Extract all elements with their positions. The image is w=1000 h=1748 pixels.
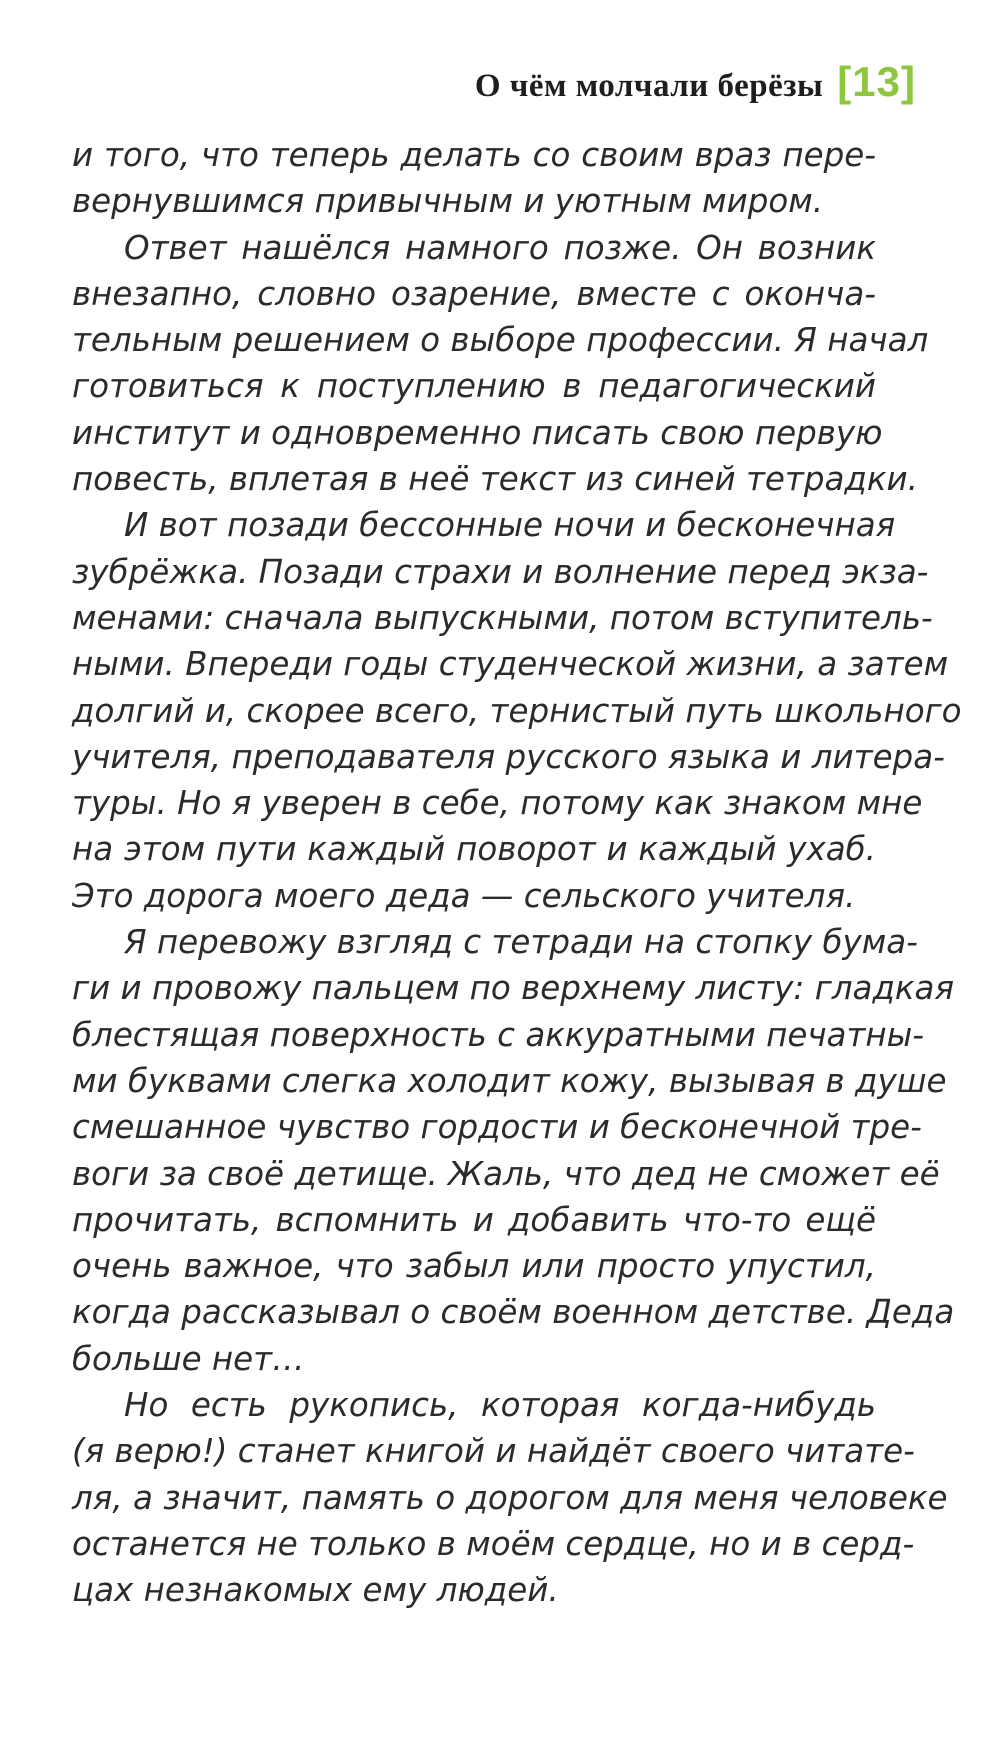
text-line: тельным решением о выборе профессии. Я начал (72, 321, 929, 360)
text-line: Это дорога моего деда — сельского учителя. (72, 876, 856, 915)
text-line: учителя, преподавателя русского языка и литера- (72, 737, 945, 776)
text-line: смешанное чувство гордости и бесконечной тре- (72, 1108, 922, 1147)
text-line: блестящая поверхность с аккуратными печатны- (72, 1015, 925, 1054)
text-line: туры. Но я уверен в себе, потому как знаком мне (72, 784, 923, 823)
text-line: Но есть рукопись, которая когда-нибудь (124, 1386, 876, 1425)
paragraph (72, 225, 929, 503)
text-line: ги и провожу пальцем по верхнему листу: гладкая (72, 969, 955, 1008)
text-line: готовиться к поступлению в педагогический (72, 367, 876, 406)
running-head-title: О чём молчали берёзы (474, 68, 824, 104)
paragraph (72, 1382, 948, 1613)
page-number: [13] (837, 58, 916, 105)
text-line: очень важное, что забыл или просто упустил, (72, 1247, 876, 1286)
paragraph (72, 919, 955, 1382)
text-line: больше нет… (72, 1339, 305, 1378)
body-text (72, 132, 962, 1614)
text-line: Я перевожу взгляд с тетради на стопку бума- (124, 923, 918, 962)
text-line: зубрёжка. Позади страхи и волнение перед экза- (72, 552, 929, 591)
text-line: воги за своё детище. Жаль, что дед не сможет её (72, 1154, 940, 1193)
text-line: И вот позади бессонные ночи и бесконечная (124, 506, 896, 545)
running-head (475, 58, 916, 106)
text-line: долгий и, скорее всего, тернистый путь школьного (72, 691, 962, 730)
text-line: прочитать, вспомнить и добавить что-то ещё (72, 1200, 876, 1239)
text-line: останется не только в моём сердце, но и в серд- (72, 1524, 915, 1563)
paragraph (72, 132, 876, 225)
text-line: ными. Впереди годы студенческой жизни, а затем (72, 645, 949, 684)
text-line: когда рассказывал о своём военном детстве. Деда (72, 1293, 955, 1332)
text-line: повесть, вплетая в неё текст из синей тетрадки. (72, 460, 918, 499)
text-line: менами: сначала выпускными, потом вступитель- (72, 598, 933, 637)
text-line: институт и одновременно писать свою первую (72, 413, 883, 452)
text-line: внезапно, словно озарение, вместе с оконча- (72, 274, 876, 313)
text-line: цах незнакомых ему людей. (72, 1571, 559, 1610)
text-line: ля, а значит, память о дорогом для меня человеке (72, 1478, 948, 1517)
text-line: вернувшимся привычным и уютным миром. (72, 182, 824, 221)
paragraph (72, 502, 962, 919)
text-line: на этом пути каждый поворот и каждый ухаб. (72, 830, 876, 869)
text-line: и того, что теперь делать со своим враз пере- (72, 136, 876, 174)
text-line: Ответ нашёлся намного позже. Он возник (124, 228, 876, 267)
text-line: ми буквами слегка холодит кожу, вызывая в душе (72, 1061, 947, 1100)
text-line: (я верю!) станет книгой и найдёт своего читате- (72, 1432, 915, 1471)
